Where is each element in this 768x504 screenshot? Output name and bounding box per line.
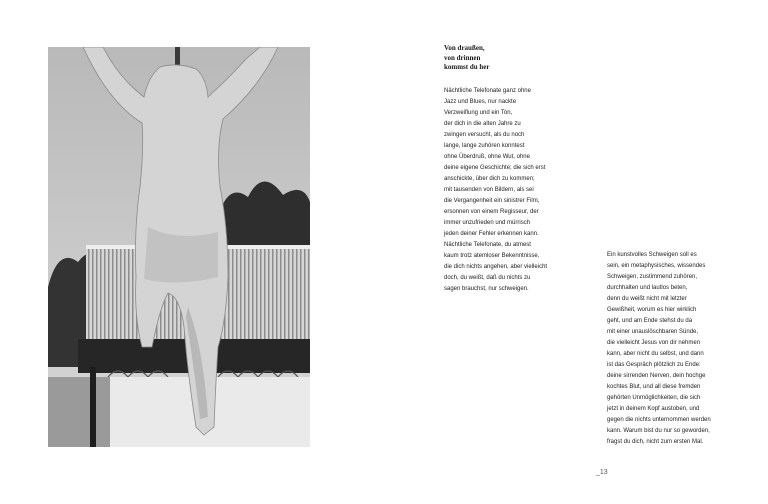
poem-line: ohne Überdruß, ohne Wut, ohne — [444, 154, 530, 160]
poem-line: ist das Gespräch plötzlich zu Ende: — [607, 362, 701, 368]
poem-line: jetzt in deinem Kopf austoben, und — [607, 406, 700, 412]
poem-line: Schweigen, zustimmend zuhören, — [607, 274, 698, 280]
poem-line: kann, aber nicht du selbst, und dann — [607, 351, 704, 357]
title-line: Von draußen, — [444, 44, 485, 52]
poem-line: Nächtliche Telefonate ganz ohne — [444, 88, 531, 94]
poem-line: die dich nichts angehen, aber vielleicht — [444, 264, 548, 270]
poem-line: fragst du dich, nicht zum ersten Mal. — [607, 439, 704, 445]
poem-line: mit einer unauslöschbaren Sünde, — [607, 329, 699, 335]
poem-line: Jazz und Blues, nur nackte — [444, 99, 517, 105]
poem-line: jeden deiner Fehler erkennen kann. — [444, 231, 539, 237]
poem-line: Gewißheit, worum es hier wirklich — [607, 307, 697, 313]
poem-line: mit tausenden von Bildern, als sei — [444, 187, 534, 193]
poem-line: kann. Warum bist du nur so geworden, — [607, 428, 710, 434]
poem-line: kochtes Blut, und all diese fremden — [607, 384, 701, 390]
poem-line: der dich in die alten Jahre zu — [444, 121, 521, 127]
poem-line: sein, ein metaphysisches, wissendes — [607, 263, 706, 269]
poem-line: gehörten Unmöglichkeiten, die sich — [607, 395, 701, 401]
poem-title — [444, 44, 574, 73]
poem-line: kaum trotz atemloser Bekenntnisse, — [444, 253, 540, 259]
poem-line: Ein kunstvolles Schweigen soll es — [607, 252, 697, 258]
poem-line: doch, du weißt, daß du nichts zu — [444, 275, 531, 281]
poem-stanza-left — [444, 86, 547, 295]
poem-line: deine sirrenden Nerven, dein hochge — [607, 373, 706, 379]
poem-line: zwingen versucht, als du noch — [444, 132, 525, 138]
page-number: _13 — [596, 469, 608, 476]
poem-line: durchhalten und lautlos beten, — [607, 285, 688, 291]
poem-line: lange, lange zuhören konntest — [444, 143, 525, 149]
poem-line: die vielleicht Jesus von dir nehmen — [607, 340, 701, 346]
poem-line: Nächtliche Telefonate, du atmest — [444, 242, 531, 248]
photograph-cutout-figure — [48, 47, 310, 447]
poem-line: gegen die nichts unternommen werden — [607, 417, 711, 423]
poem-line: geht, und am Ende stehst du da — [607, 318, 693, 324]
title-line: von drinnen — [444, 53, 481, 62]
poem-line: Verzweiflung und ein Ton, — [444, 110, 513, 116]
poem-line: sagen brauchst, nur schweigen. — [444, 286, 529, 292]
poem-line: anschickte, über dich zu kommen; — [444, 176, 535, 182]
title-line: kommst du her — [444, 63, 490, 71]
poem-line: die Vergangenheit ein sinistrer Film, — [444, 198, 540, 204]
poem-line: immer unzufrieden und mürrisch — [444, 220, 531, 226]
poem-stanza-right — [607, 250, 711, 448]
poem-line: denn du weißt nicht mit letzter — [607, 296, 687, 302]
poem-line: ersonnen von einem Regisseur, der — [444, 209, 539, 215]
poem-line: deine eigene Geschichte; die sich erst — [444, 165, 546, 171]
